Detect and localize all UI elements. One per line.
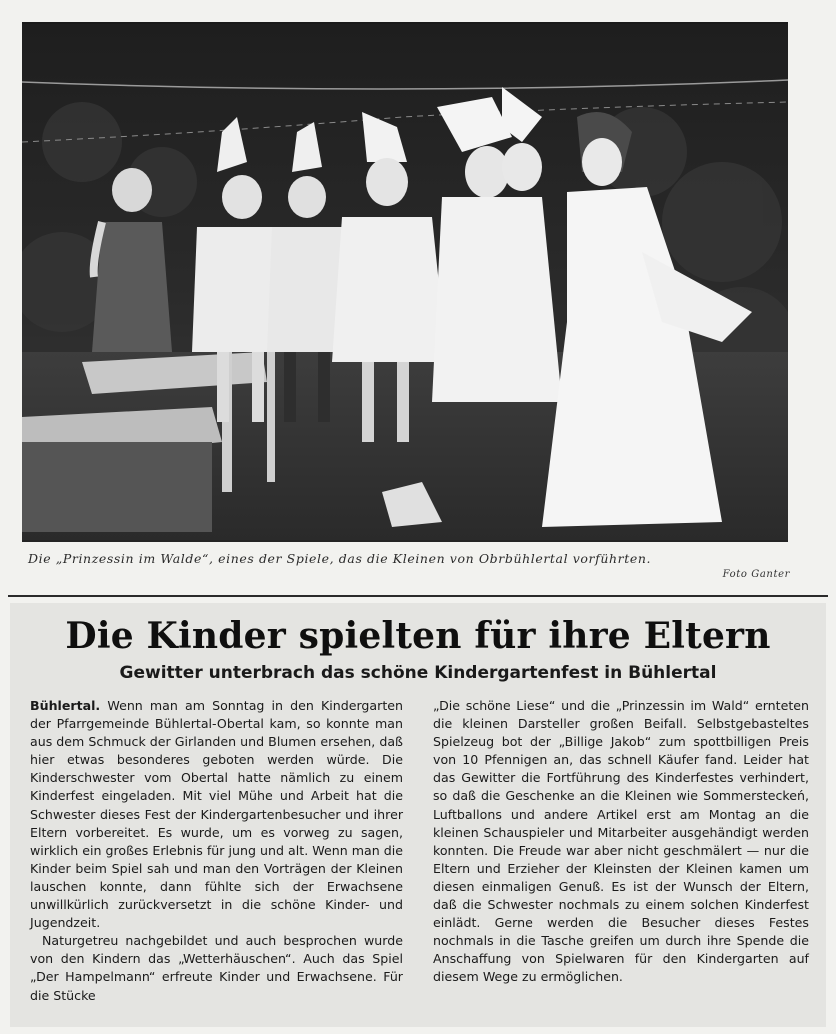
children-costume-photo-icon [22,22,788,542]
article-headline: Die Kinder spielten für ihre Eltern [65,615,771,657]
separator-rule [8,595,828,597]
article-subheadline: Gewitter unterbrach das schöne Kindergartenfest in Bühlertal [119,663,717,683]
photo-credit: Foto Ganter [722,569,790,580]
article-column-left [30,697,403,1005]
article-paragraph: „Die schöne Liese“ und die „Prinzessin im Wald“ ernteten die kleinen Darsteller großen Beifall. Selbstgebasteltes Spielzeug bot der „Billige Jakob“ zum spottbilligen Preis von 10 Pfennigen an, das schnell Käufer fand. Leider hat das Gewitter die Fortführung des Kinderfestes verhindert, so daß die Geschenke an die Kleinen wie Sommersteckeń, Luftballons und andere Artikel erst am Montag an die kleinen Schauspieler und Mitarbeiter ausgehändigt werden konnten. Die Freude war aber nicht geschmälert — nur die Eltern und Erzieher der Kleinsten der Kleinen kamen um diesen einmaligen Genuß. Es ist der Wunsch der Eltern, daß die Schwester nochmals zu einem solchen Kinderfest einlädt. Gerne werden die Besucher dieses Festes nochmals in die Tasche greifen um durch ihre Spende die Anschaffung von Spielwaren für den Kindergarten auf diesem Wege zu ermöglichen. [433,698,809,985]
article-paragraph: Naturgetreu nachgebildet und auch besprochen wurde von den Kindern das „Wetterhäuschen“. Auch das Spiel „Der Hampelmann“ erfreute Kinder und Erwachsene. Für die Stücke [30,933,403,1003]
article-column-right [433,697,809,987]
newspaper-photo [22,22,788,542]
article-paragraph [30,697,403,932]
dateline-place: Bühlertal. [30,698,101,713]
photo-caption: Die „Prinzessin im Walde“, eines der Spiele, das die Kleinen von Obrbühlertal vorführten. [28,551,652,566]
article-text: Wenn man am Sonntag in den Kindergarten der Pfarrgemeinde Bühlertal-Obertal kam, so konnte man aus dem Schmuck der Girlanden und Blumen ersehen, daß hier etwas besonderes geboten werden würde. Die Kinderschwester vom Obertal hatte nämlich zu einem Kinderfest eingeladen. Mit viel Mühe und Arbeit hat die Schwester dieses Fest der Kindergartenbesucher und ihrer Eltern vorbereitet. Es wurde, um es vorweg zu sagen, wirklich ein großes Erlebnis für jung und alt. Wenn man die Kinder beim Spiel sah und man den Vorträgen der Kleinen lauschen konnte, dann fühlte sich der Erwachsene unwillkürlich zurückversetzt in die schöne Kinder- und Jugendzeit. [30,698,403,931]
